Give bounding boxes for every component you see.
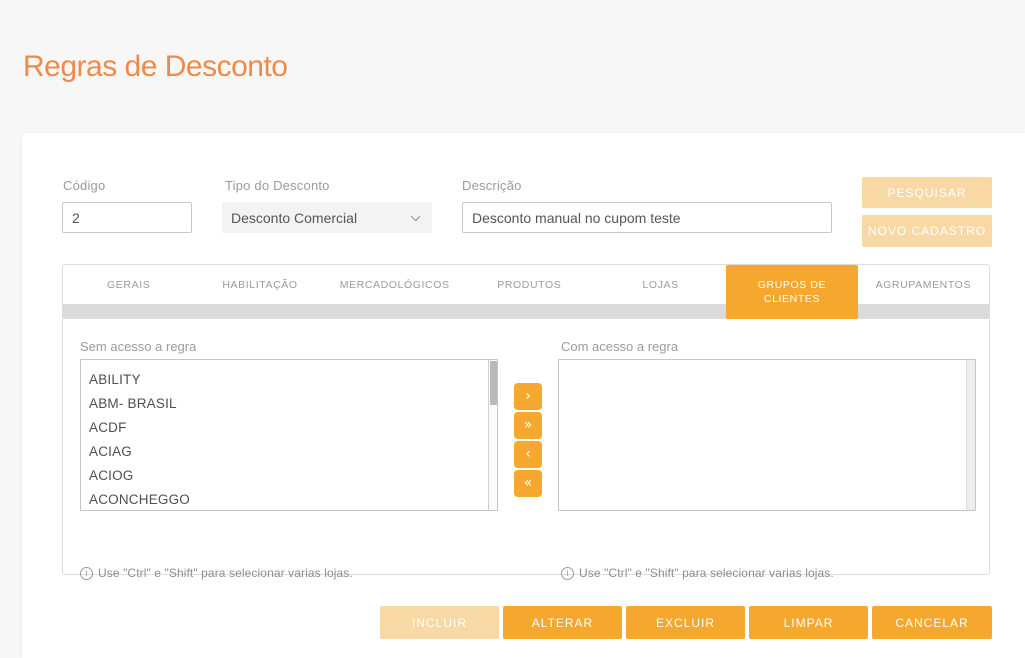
hint-text: Use "Ctrl" e "Shift" para selecionar varias lojas.	[98, 566, 353, 580]
tab-mercadologicos[interactable]: MERCADOLÓGICOS	[339, 278, 450, 291]
move-all-right-button[interactable]: »	[514, 412, 542, 439]
tab-lojas[interactable]: LOJAS	[642, 278, 679, 291]
tab-produtos[interactable]: PRODUTOS	[497, 278, 562, 291]
sem-acesso-label: Sem acesso a regra	[80, 339, 197, 354]
novo-cadastro-button[interactable]: NOVO CADASTRO	[862, 215, 992, 247]
move-all-left-button[interactable]: «	[514, 470, 542, 497]
list-item[interactable]: ABM- BRASIL	[89, 396, 177, 411]
tab-container	[62, 264, 990, 580]
scrollbar-thumb[interactable]	[490, 361, 497, 405]
com-acesso-label: Com acesso a regra	[561, 339, 679, 354]
alterar-button[interactable]: ALTERAR	[503, 606, 622, 639]
move-right-button[interactable]: ›	[514, 383, 542, 410]
sem-acesso-hint	[80, 566, 353, 580]
move-left-button[interactable]: ‹	[514, 441, 542, 468]
list-item[interactable]: ACDF	[89, 420, 127, 435]
info-icon: i	[561, 567, 574, 580]
sem-acesso-listbox[interactable]	[80, 359, 498, 511]
descricao-input[interactable]	[462, 202, 832, 233]
grupos-de-clientes-panel	[63, 319, 989, 580]
codigo-input[interactable]	[62, 202, 192, 233]
codigo-label: Código	[63, 178, 106, 193]
hint-text: Use "Ctrl" e "Shift" para selecionar varias lojas.	[579, 566, 834, 580]
content-card	[22, 133, 1025, 658]
tab-gerais[interactable]: GERAIS	[107, 278, 151, 291]
tab-grupos-de-clientes[interactable]: GRUPOS DE CLIENTES	[726, 265, 857, 319]
chevron-down-icon	[411, 212, 420, 221]
com-acesso-listbox[interactable]	[558, 359, 976, 511]
scrollbar[interactable]	[488, 360, 497, 510]
com-acesso-hint	[561, 566, 834, 580]
list-item[interactable]: ACIOG	[89, 468, 134, 483]
tipo-desconto-value: Desconto Comercial	[231, 209, 358, 226]
info-icon: i	[80, 567, 93, 580]
tab-agrupamentos[interactable]: AGRUPAMENTOS	[875, 278, 972, 291]
tipo-desconto-select[interactable]	[222, 202, 432, 233]
list-item[interactable]: ACIAG	[89, 444, 133, 459]
incluir-button[interactable]: INCLUIR	[380, 606, 499, 639]
tab-bar	[63, 265, 989, 304]
limpar-button[interactable]: LIMPAR	[749, 606, 868, 639]
page-title: Regras de Desconto	[23, 50, 288, 83]
excluir-button[interactable]: EXCLUIR	[626, 606, 745, 639]
list-item[interactable]: ABILITY	[89, 372, 141, 387]
descricao-label: Descrição	[462, 178, 522, 193]
cancelar-button[interactable]: CANCELAR	[872, 606, 992, 639]
list-item[interactable]: ACONCHEGGO	[89, 492, 191, 507]
pesquisar-button[interactable]: PESQUISAR	[862, 177, 992, 208]
transfer-buttons	[514, 383, 542, 497]
scrollbar-track[interactable]	[966, 360, 975, 510]
tipo-desconto-label: Tipo do Desconto	[225, 178, 330, 193]
tab-habilitacao[interactable]: HABILITAÇÃO	[222, 278, 298, 291]
